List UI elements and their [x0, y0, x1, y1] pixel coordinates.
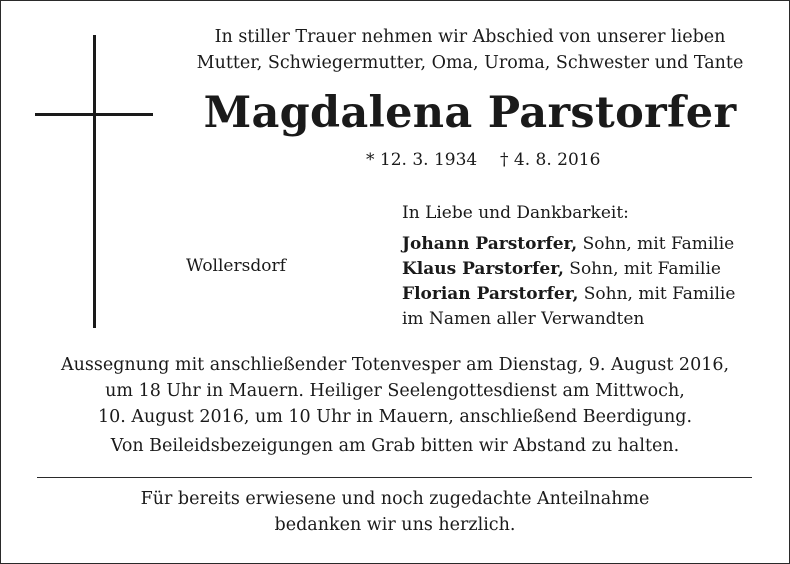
- intro-line-1: In stiller Trauer nehmen wir Abschied von unserer lieben: [214, 27, 726, 47]
- mourner-entry: [402, 282, 735, 307]
- thanks-line-2: bedanken wir uns herzlich.: [274, 515, 516, 535]
- service-line-3: 10. August 2016, um 10 Uhr in Mauern, anschließend Beerdigung.: [97, 407, 693, 427]
- mourners-closing: im Namen aller Verwandten: [402, 309, 645, 329]
- birth-date: * 12. 3. 1934: [366, 150, 478, 170]
- mourner-relation: Sohn, mit Familie: [577, 234, 735, 254]
- mourner-entry: [402, 232, 735, 257]
- mourner-name: Florian Parstorfer,: [402, 284, 579, 304]
- mourner-entry: [402, 257, 735, 282]
- intro-text: [170, 24, 770, 76]
- intro-line-2: Mutter, Schwiegermutter, Oma, Uroma, Schwester und Tante: [196, 53, 744, 73]
- cross-horizontal-bar: [35, 113, 153, 116]
- mourner-name: Klaus Parstorfer,: [402, 259, 564, 279]
- cross-vertical-bar: [93, 35, 96, 328]
- mourner-relation: Sohn, mit Familie: [578, 284, 736, 304]
- thanks-text: [20, 486, 770, 538]
- mourner-name: Johann Parstorfer,: [402, 234, 578, 254]
- mourner-relation: Sohn, mit Familie: [563, 259, 721, 279]
- thanks-line-1: Für bereits erwiesene und noch zugedachte Anteilnahme: [140, 489, 650, 509]
- place-name: Wollersdorf: [186, 256, 286, 276]
- service-line-1: Aussegnung mit anschließender Totenvesper am Dienstag, 9. August 2016,: [60, 355, 730, 375]
- divider-line: [37, 477, 752, 478]
- service-info: [20, 352, 770, 430]
- death-date: † 4. 8. 2016: [500, 150, 601, 170]
- deceased-name: Magdalena Parstorfer: [203, 88, 737, 138]
- service-line-2: um 18 Uhr in Mauern. Heiliger Seelengottesdienst am Mittwoch,: [105, 381, 685, 401]
- condolence-note: Von Beileidsbezeigungen am Grab bitten wir Abstand zu halten.: [110, 436, 680, 456]
- mourners-block: [402, 201, 735, 332]
- mourners-heading: In Liebe und Dankbarkeit:: [402, 203, 629, 223]
